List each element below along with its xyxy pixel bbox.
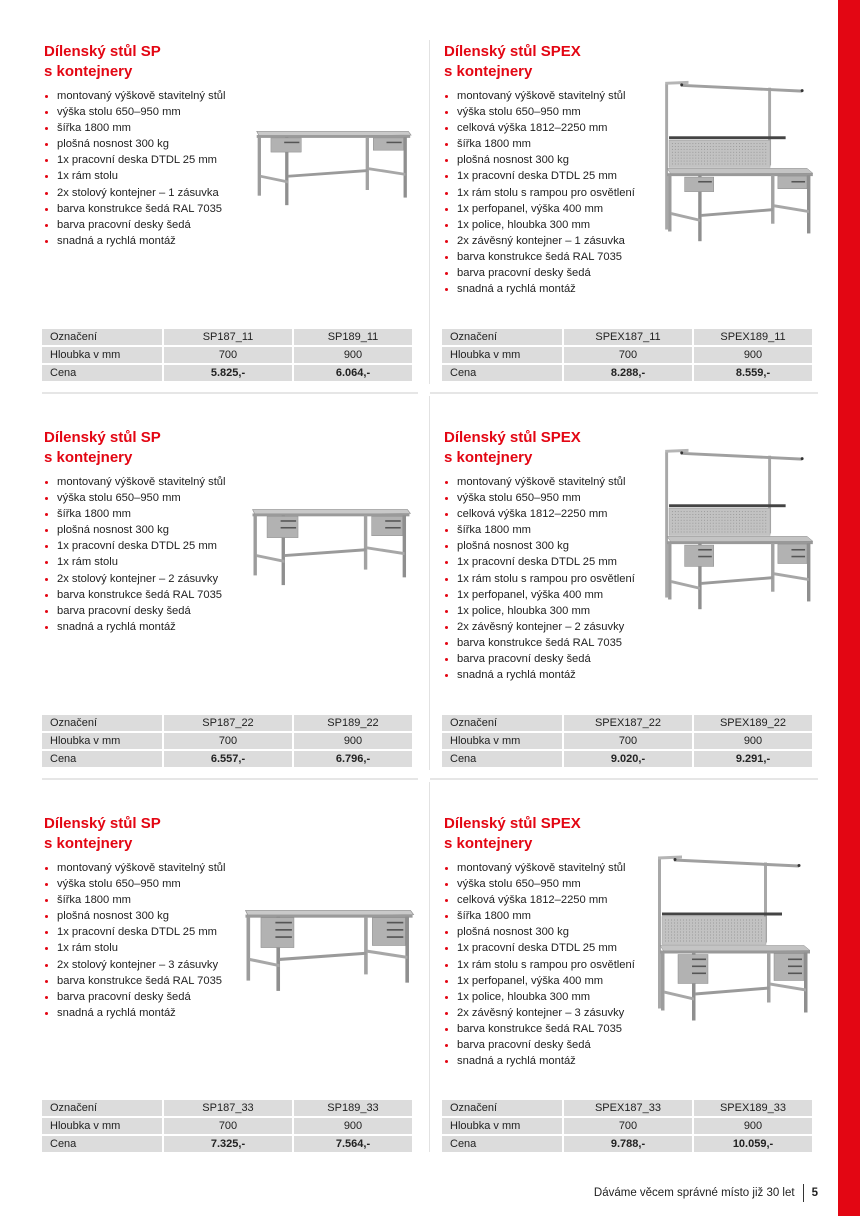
depth-value: 900	[694, 347, 812, 363]
product-title	[44, 814, 226, 854]
feature-item: 2x stolový kontejner – 1 zásuvka	[44, 185, 226, 201]
feature-item: barva pracovní desky šedá	[44, 217, 226, 233]
feature-item: montovaný výškově stavitelný stůl	[444, 88, 635, 104]
feature-item: 1x pracovní deska DTDL 25 mm	[444, 168, 635, 184]
feature-item: montovaný výškově stavitelný stůl	[444, 860, 635, 876]
feature-item: 1x pracovní deska DTDL 25 mm	[44, 924, 226, 940]
table-row-price	[42, 751, 412, 767]
feature-list	[444, 860, 635, 1069]
product-title-line1: Dílenský stůl SP	[44, 815, 161, 832]
spec-table	[440, 1098, 814, 1154]
depth-value: 700	[564, 347, 692, 363]
feature-item: barva pracovní desky šedá	[444, 651, 635, 667]
feature-item: barva konstrukce šedá RAL 7035	[44, 201, 226, 217]
product-code: SPEX189_11	[694, 329, 812, 345]
row-label: Označení	[42, 715, 162, 731]
feature-item: snadná a rychlá montáž	[444, 667, 635, 683]
feature-item: barva konstrukce šedá RAL 7035	[44, 973, 226, 989]
product-code: SP187_11	[164, 329, 292, 345]
workbench-image	[246, 496, 414, 593]
table-row-depth	[442, 1118, 812, 1134]
product-title-line1: Dílenský stůl SPEX	[444, 815, 581, 832]
feature-item: snadná a rychlá montáž	[444, 1053, 635, 1069]
product-code: SP189_11	[294, 329, 412, 345]
feature-item: 1x perfopanel, výška 400 mm	[444, 587, 635, 603]
feature-item: výška stolu 650–950 mm	[444, 104, 635, 120]
row-label: Hloubka v mm	[42, 1118, 162, 1134]
feature-item: barva pracovní desky šedá	[444, 265, 635, 281]
product-title-line1: Dílenský stůl SPEX	[444, 429, 581, 446]
table-row-price	[442, 1136, 812, 1152]
workstation-image	[660, 78, 818, 253]
workstation-image	[660, 446, 818, 621]
page-footer	[594, 1184, 818, 1202]
product-title	[44, 42, 226, 82]
page-edge-accent-bar	[838, 0, 860, 1216]
row-label: Označení	[442, 329, 562, 345]
row-label: Hloubka v mm	[442, 733, 562, 749]
row-label: Cena	[42, 751, 162, 767]
feature-item: snadná a rychlá montáž	[444, 281, 635, 297]
product-code: SPEX189_22	[694, 715, 812, 731]
product-title-line2: s kontejnery	[444, 449, 533, 466]
row-label: Cena	[42, 1136, 162, 1152]
product-title	[444, 42, 635, 82]
workstation-image	[654, 852, 814, 1033]
product-title-line2: s kontejnery	[44, 835, 133, 852]
depth-value: 900	[294, 1118, 412, 1134]
table-row-depth	[442, 347, 812, 363]
feature-item: šířka 1800 mm	[444, 908, 635, 924]
feature-item: 1x rám stolu s rampou pro osvětlení	[444, 185, 635, 201]
product-code: SP189_22	[294, 715, 412, 731]
product-block	[444, 814, 635, 1069]
table-row-price	[42, 1136, 412, 1152]
row-label: Označení	[42, 329, 162, 345]
row-divider	[42, 778, 418, 780]
price-value: 10.059,-	[694, 1136, 812, 1152]
depth-value: 700	[164, 1118, 292, 1134]
feature-item: šířka 1800 mm	[44, 120, 226, 136]
feature-item: výška stolu 650–950 mm	[44, 490, 226, 506]
feature-item: 1x rám stolu s rampou pro osvětlení	[444, 571, 635, 587]
table-row-depth	[42, 1118, 412, 1134]
feature-list	[44, 474, 226, 635]
product-title	[444, 814, 635, 854]
feature-item: 1x pracovní deska DTDL 25 mm	[444, 940, 635, 956]
feature-item: snadná a rychlá montáž	[44, 1005, 226, 1021]
product-title-line2: s kontejnery	[44, 449, 133, 466]
feature-item: snadná a rychlá montáž	[44, 233, 226, 249]
feature-item: barva konstrukce šedá RAL 7035	[444, 249, 635, 265]
column-divider	[429, 396, 430, 770]
row-label: Cena	[442, 365, 562, 381]
feature-item: snadná a rychlá montáž	[44, 619, 226, 635]
product-code: SP187_22	[164, 715, 292, 731]
table-row-price	[42, 365, 412, 381]
row-label: Označení	[442, 715, 562, 731]
row-divider	[42, 392, 418, 394]
feature-item: 2x stolový kontejner – 3 zásuvky	[44, 957, 226, 973]
column-divider	[429, 40, 430, 384]
feature-item: celková výška 1812–2250 mm	[444, 506, 635, 522]
feature-item: barva konstrukce šedá RAL 7035	[444, 1021, 635, 1037]
price-value: 7.325,-	[164, 1136, 292, 1152]
feature-item: montovaný výškově stavitelný stůl	[44, 474, 226, 490]
table-row-depth	[42, 733, 412, 749]
feature-item: plošná nosnost 300 kg	[444, 152, 635, 168]
feature-item: 2x závěsný kontejner – 1 zásuvka	[444, 233, 635, 249]
table-row-price	[442, 751, 812, 767]
depth-value: 900	[294, 347, 412, 363]
feature-item: 1x police, hloubka 300 mm	[444, 217, 635, 233]
row-label: Označení	[42, 1100, 162, 1116]
feature-item: barva pracovní desky šedá	[44, 989, 226, 1005]
feature-item: 1x rám stolu s rampou pro osvětlení	[444, 957, 635, 973]
feature-item: plošná nosnost 300 kg	[444, 924, 635, 940]
price-value: 9.291,-	[694, 751, 812, 767]
price-value: 6.064,-	[294, 365, 412, 381]
feature-item: výška stolu 650–950 mm	[444, 876, 635, 892]
row-label: Cena	[442, 1136, 562, 1152]
price-value: 9.788,-	[564, 1136, 692, 1152]
workbench-image	[250, 118, 415, 213]
product-title-line1: Dílenský stůl SPEX	[444, 43, 581, 60]
page-number: 5	[811, 1187, 818, 1199]
feature-item: šířka 1800 mm	[44, 892, 226, 908]
feature-item: 1x pracovní deska DTDL 25 mm	[44, 152, 226, 168]
product-code: SP189_33	[294, 1100, 412, 1116]
feature-item: montovaný výškově stavitelný stůl	[44, 860, 226, 876]
column-divider	[429, 782, 430, 1152]
price-value: 8.559,-	[694, 365, 812, 381]
depth-value: 700	[564, 733, 692, 749]
feature-list	[444, 474, 635, 683]
table-row-code	[442, 715, 812, 731]
feature-item: barva pracovní desky šedá	[444, 1037, 635, 1053]
product-block	[444, 42, 635, 297]
product-code: SPEX187_11	[564, 329, 692, 345]
row-label: Označení	[442, 1100, 562, 1116]
depth-value: 900	[694, 1118, 812, 1134]
price-value: 6.796,-	[294, 751, 412, 767]
feature-item: 2x stolový kontejner – 2 zásuvky	[44, 571, 226, 587]
spec-table	[440, 327, 814, 383]
price-value: 9.020,-	[564, 751, 692, 767]
row-label: Hloubka v mm	[442, 1118, 562, 1134]
feature-item: 1x rám stolu	[44, 168, 226, 184]
table-row-code	[42, 329, 412, 345]
feature-list	[44, 860, 226, 1021]
spec-table	[40, 713, 414, 769]
workbench-image	[240, 896, 416, 999]
spec-table	[440, 713, 814, 769]
row-label: Hloubka v mm	[42, 347, 162, 363]
product-title-line2: s kontejnery	[444, 63, 533, 80]
product-block	[44, 428, 226, 635]
row-label: Hloubka v mm	[442, 347, 562, 363]
feature-item: plošná nosnost 300 kg	[44, 522, 226, 538]
feature-item: plošná nosnost 300 kg	[44, 136, 226, 152]
table-row-code	[42, 715, 412, 731]
feature-item: montovaný výškově stavitelný stůl	[44, 88, 226, 104]
price-value: 5.825,-	[164, 365, 292, 381]
feature-item: barva pracovní desky šedá	[44, 603, 226, 619]
depth-value: 900	[694, 733, 812, 749]
feature-item: barva konstrukce šedá RAL 7035	[44, 587, 226, 603]
table-row-price	[442, 365, 812, 381]
feature-item: celková výška 1812–2250 mm	[444, 120, 635, 136]
price-value: 6.557,-	[164, 751, 292, 767]
feature-item: 1x pracovní deska DTDL 25 mm	[44, 538, 226, 554]
depth-value: 700	[164, 347, 292, 363]
table-row-code	[42, 1100, 412, 1116]
feature-item: 1x perfopanel, výška 400 mm	[444, 201, 635, 217]
feature-item: plošná nosnost 300 kg	[44, 908, 226, 924]
feature-item: 1x pracovní deska DTDL 25 mm	[444, 554, 635, 570]
feature-item: výška stolu 650–950 mm	[444, 490, 635, 506]
product-code: SPEX187_22	[564, 715, 692, 731]
feature-item: šířka 1800 mm	[444, 136, 635, 152]
product-title-line1: Dílenský stůl SP	[44, 429, 161, 446]
feature-item: 2x závěsný kontejner – 2 zásuvky	[444, 619, 635, 635]
product-title-line1: Dílenský stůl SP	[44, 43, 161, 60]
table-row-code	[442, 1100, 812, 1116]
feature-item: celková výška 1812–2250 mm	[444, 892, 635, 908]
product-title	[444, 428, 635, 468]
product-block	[444, 428, 635, 683]
feature-item: plošná nosnost 300 kg	[444, 538, 635, 554]
product-block	[44, 814, 226, 1021]
feature-item: 1x rám stolu	[44, 940, 226, 956]
product-code: SPEX187_33	[564, 1100, 692, 1116]
table-row-code	[442, 329, 812, 345]
product-code: SPEX189_33	[694, 1100, 812, 1116]
depth-value: 900	[294, 733, 412, 749]
row-divider	[430, 778, 818, 780]
feature-item: výška stolu 650–950 mm	[44, 876, 226, 892]
spec-table	[40, 1098, 414, 1154]
product-block	[44, 42, 226, 249]
feature-list	[444, 88, 635, 297]
feature-item: barva konstrukce šedá RAL 7035	[444, 635, 635, 651]
feature-item: montovaný výškově stavitelný stůl	[444, 474, 635, 490]
product-title	[44, 428, 226, 468]
feature-item: šířka 1800 mm	[44, 506, 226, 522]
product-title-line2: s kontejnery	[444, 835, 533, 852]
feature-item: šířka 1800 mm	[444, 522, 635, 538]
depth-value: 700	[164, 733, 292, 749]
table-row-depth	[442, 733, 812, 749]
price-value: 8.288,-	[564, 365, 692, 381]
row-divider	[430, 392, 818, 394]
row-label: Hloubka v mm	[42, 733, 162, 749]
footer-separator	[803, 1184, 804, 1202]
product-code: SP187_33	[164, 1100, 292, 1116]
feature-item: 1x police, hloubka 300 mm	[444, 989, 635, 1005]
row-label: Cena	[42, 365, 162, 381]
feature-item: 2x závěsný kontejner – 3 zásuvky	[444, 1005, 635, 1021]
row-label: Cena	[442, 751, 562, 767]
table-row-depth	[42, 347, 412, 363]
feature-list	[44, 88, 226, 249]
feature-item: 1x perfopanel, výška 400 mm	[444, 973, 635, 989]
feature-item: 1x police, hloubka 300 mm	[444, 603, 635, 619]
feature-item: výška stolu 650–950 mm	[44, 104, 226, 120]
product-title-line2: s kontejnery	[44, 63, 133, 80]
spec-table	[40, 327, 414, 383]
price-value: 7.564,-	[294, 1136, 412, 1152]
depth-value: 700	[564, 1118, 692, 1134]
footer-tagline: Dáváme věcem správné místo již 30 let	[593, 1187, 795, 1199]
feature-item: 1x rám stolu	[44, 554, 226, 570]
